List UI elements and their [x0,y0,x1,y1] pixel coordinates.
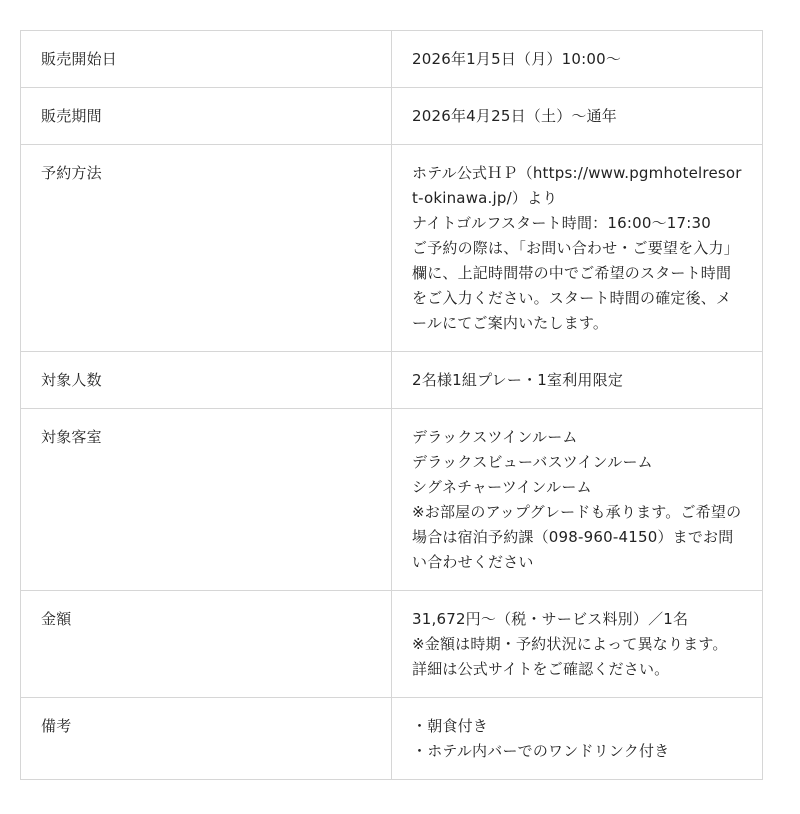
row-label: 予約方法 [21,145,392,352]
table-row-guest-count [21,352,763,409]
row-label: 金額 [21,591,392,698]
row-label: 販売期間 [21,88,392,145]
row-label: 対象人数 [21,352,392,409]
row-value [392,88,763,145]
table-row-room-types [21,409,763,591]
value-line: ナイトゴルフスタート時間：16:00〜17:30 [412,214,712,232]
row-value [392,698,763,780]
table-row-sale-start [21,31,763,88]
value-line: 31,672円〜（税・サービス料別）／1名 [412,610,689,628]
table-row-reservation-method [21,145,763,352]
value-line: デラックスビューバスツインルーム [412,453,653,471]
value-line: ・朝食付き [412,717,489,735]
row-label: 備考 [21,698,392,780]
row-value [392,31,763,88]
table-row-price [21,591,763,698]
row-value [392,145,763,352]
row-value [392,591,763,698]
row-value [392,352,763,409]
row-label: 販売開始日 [21,31,392,88]
table-row-sale-period [21,88,763,145]
value-line: 2名様1組プレー・1室利用限定 [412,371,624,389]
value-line: ご予約の際は、「お問い合わせ・ご要望を入力」欄に、上記時間帯の中でご希望のスタート時間をご入力ください。スタート時間の確定後、メールにてご案内いたします。 [412,239,739,332]
plan-info-table [20,30,763,780]
value-line: ホテル公式ＨＰ（https://www.pgmhotelresort-okinawa.jp/）より [412,164,742,207]
value-line: シグネチャーツインルーム [412,478,592,496]
value-line: ※金額は時期・予約状況によって異なります。詳細は公式サイトをご確認ください。 [412,635,728,678]
value-line: デラックスツインルーム [412,428,578,446]
value-line: ※お部屋のアップグレードも承ります。ご希望の場合は宿泊予約課（098-960-4150）までお問い合わせください [412,503,742,571]
row-label: 対象客室 [21,409,392,591]
table-row-notes [21,698,763,780]
value-line: 2026年4月25日（土）〜通年 [412,107,618,125]
value-line: ・ホテル内バーでのワンドリンク付き [412,742,670,760]
row-value [392,409,763,591]
value-line: 2026年1月5日（月）10:00〜 [412,50,622,68]
